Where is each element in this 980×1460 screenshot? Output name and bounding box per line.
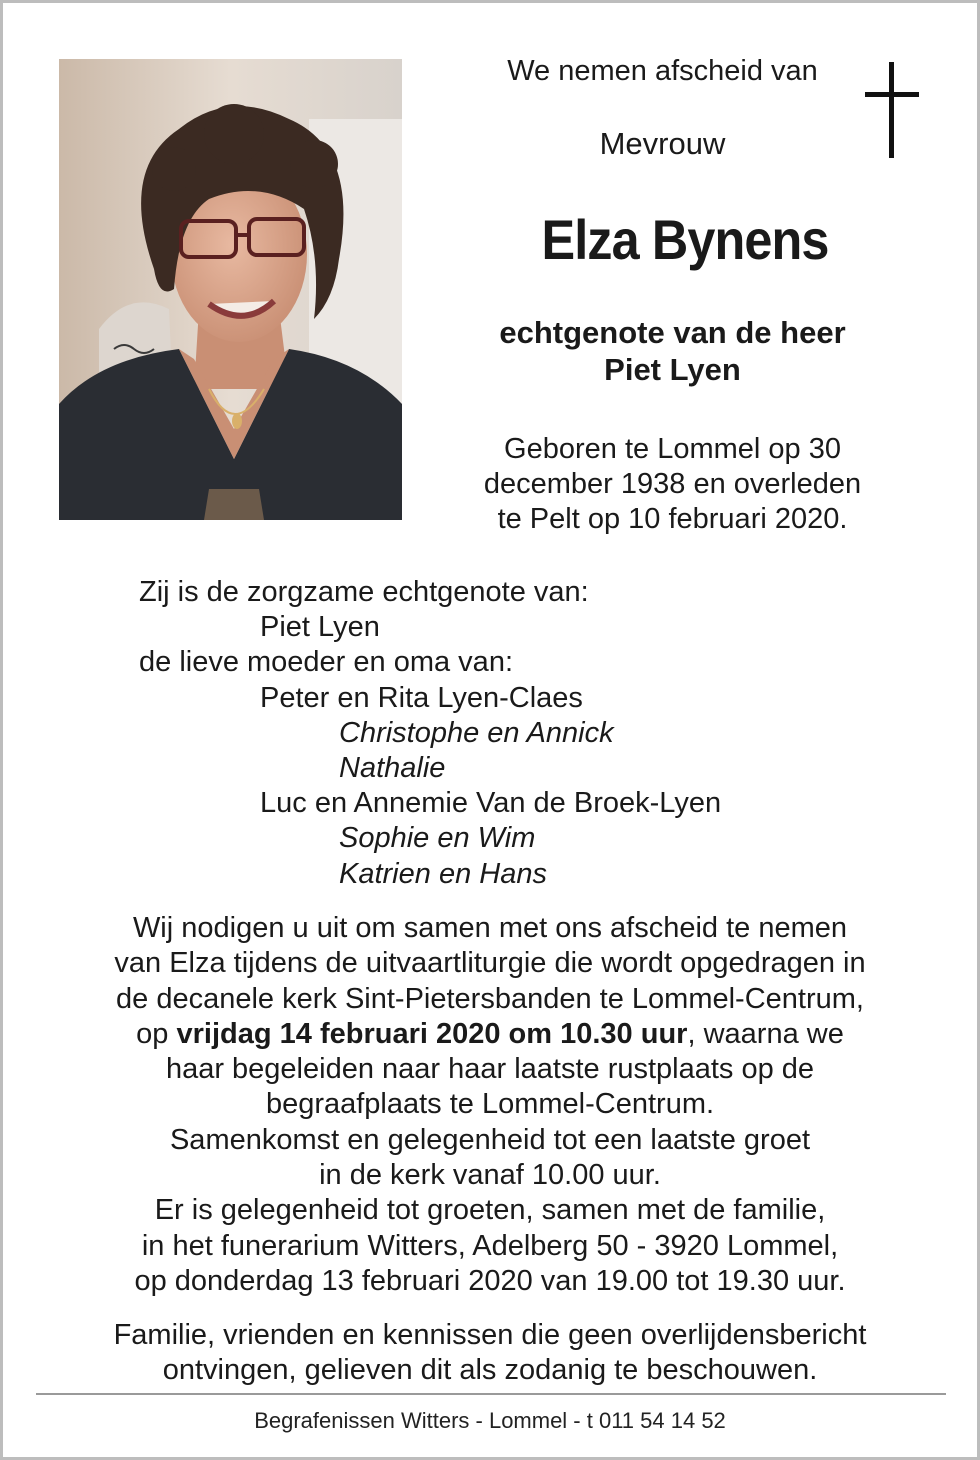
invitation-line-date xyxy=(60,1017,920,1052)
invitation-line: begraafplaats te Lommel-Centrum. xyxy=(265,1088,715,1121)
title-text: Mevrouw xyxy=(599,126,726,161)
intro-text: We nemen afscheid van xyxy=(507,55,818,87)
invitation-line: op donderdag 13 februari 2020 van 19.00 tot 19.30 uur. xyxy=(134,1264,846,1297)
invitation-line: in de kerk vanaf 10.00 uur. xyxy=(319,1159,661,1192)
family-list xyxy=(0,575,980,892)
invitation-line: Er is gelegenheid tot groeten, samen met de familie, xyxy=(154,1194,826,1227)
family-line: Katrien en Hans xyxy=(339,857,547,890)
family-line: Christophe en Annick xyxy=(339,716,614,749)
family-line: Luc en Annemie Van de Broek-Lyen xyxy=(260,787,722,820)
funeral-home-footer: Begrafenissen Witters - Lommel - t 011 54 14 52 xyxy=(254,1408,726,1433)
footer-divider xyxy=(36,1393,946,1395)
invitation-line: haar begeleiden naar haar laatste rustplaats op de xyxy=(165,1053,815,1086)
family-line: Sophie en Wim xyxy=(339,822,536,855)
family-line: de lieve moeder en oma van: xyxy=(139,646,513,679)
family-line: Piet Lyen xyxy=(260,611,380,644)
spouse-line-2: Piet Lyen xyxy=(604,352,741,387)
date-suffix: , waarna we xyxy=(687,1017,844,1050)
funeral-date: vrijdag 14 februari 2020 om 10.30 uur xyxy=(176,1017,688,1050)
closing-line: ontvingen, gelieven dit als zodanig te beschouwen. xyxy=(162,1354,818,1386)
family-line: Nathalie xyxy=(339,751,446,784)
birth-death-block xyxy=(440,432,905,537)
born-line: te Pelt op 10 februari 2020. xyxy=(497,503,848,535)
family-line: Zij is de zorgzame echtgenote van: xyxy=(139,576,589,608)
funeral-invitation xyxy=(60,911,920,1299)
invitation-line: de decanele kerk Sint-Pietersbanden te Lommel-Centrum, xyxy=(116,982,864,1015)
born-line: december 1938 en overleden xyxy=(483,468,862,500)
born-line: Geboren te Lommel op 30 xyxy=(504,433,841,465)
spouse-line-1: echtgenote van de heer xyxy=(499,315,846,350)
invitation-line: van Elza tijdens de uitvaartliturgie die wordt opgedragen in xyxy=(114,947,866,980)
invitation-line: in het funerarium Witters, Adelberg 50 - 3920 Lommel, xyxy=(141,1229,839,1262)
closing-line: Familie, vrienden en kennissen die geen overlijdensbericht xyxy=(113,1319,867,1351)
spouse-block xyxy=(440,314,905,388)
invitation-line: Wij nodigen u uit om samen met ons afscheid te nemen xyxy=(132,912,848,944)
deceased-name: Elza Bynens xyxy=(541,208,829,271)
invitation-line: Samenkomst en gelegenheid tot een laatste groet xyxy=(169,1123,811,1156)
date-prefix: op xyxy=(136,1017,177,1050)
closing-note xyxy=(60,1318,920,1388)
portrait-photo xyxy=(59,59,402,520)
family-line: Peter en Rita Lyen-Claes xyxy=(260,681,583,714)
